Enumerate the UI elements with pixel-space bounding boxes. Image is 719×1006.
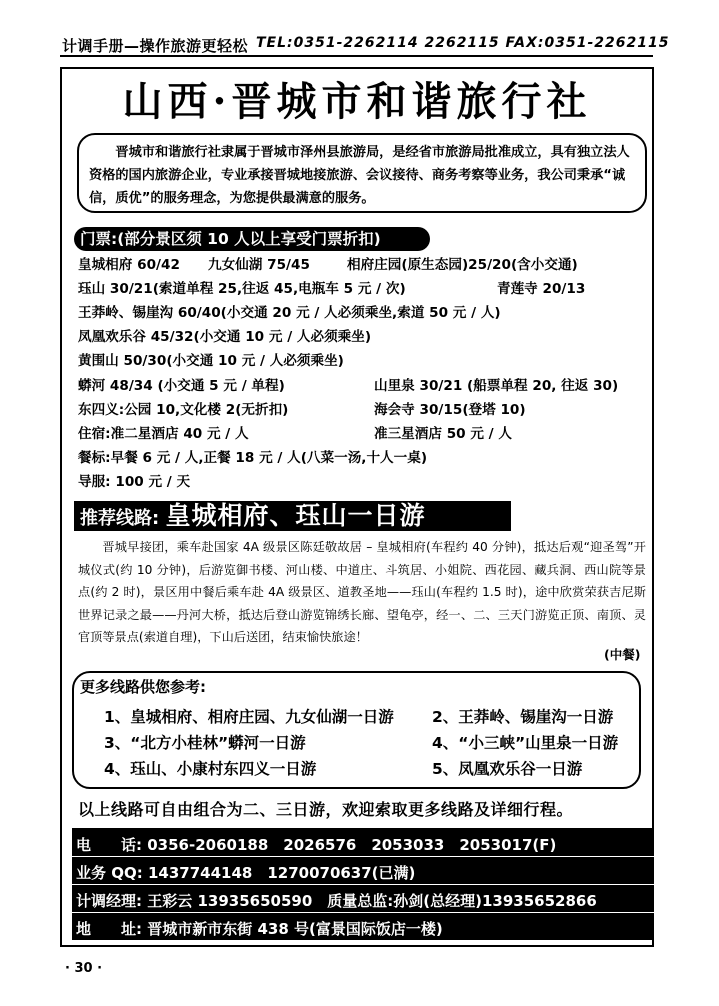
page-number: · 30 · — [65, 961, 103, 976]
intro-text: 晋城市和谐旅行社隶属于晋城市泽州县旅游局，是经省市旅游局批准成立，具有独立法人资格的国内旅游企业，专业承接晋城地接旅游、会议接待、商务考察等业务，我公司秉承“诚信，质优”的服务理念，为您提供最满意的服务。 — [89, 145, 630, 206]
page-title: 山西·晋城市和谐旅行社 — [122, 78, 592, 125]
contact-qq: 业务 QQ: 1437744148 1270070637(已满) — [76, 864, 416, 882]
ticket-jueshan: 珏山 30/21(索道单程 25,往返 45,电瓶车 5 元 / 次) — [78, 281, 406, 297]
ticket-huangcheng: 皇城相府 60/42 — [78, 257, 180, 273]
ticket-manghe: 蟒河 48/34 (小交通 5 元 / 单程) — [78, 378, 285, 394]
recommended-route-heading — [74, 501, 511, 531]
more-route-item: 4、“小三峡”山里泉一日游 — [432, 734, 619, 752]
more-route-item: 2、王莽岭、锡崖沟一日游 — [432, 708, 614, 726]
ticket-jiunv: 九女仙湖 75/45 — [208, 257, 310, 273]
more-route-item: 5、凤凰欢乐谷一日游 — [432, 760, 583, 778]
intro-box — [77, 133, 647, 213]
contact-phone: 电 话: 0356-2060188 2026576 2053033 2053017(F) — [76, 836, 557, 854]
ticket-qinglian: 青莲寺 20/13 — [497, 281, 586, 297]
more-route-item: 4、珏山、小康村东四义一日游 — [104, 760, 317, 778]
more-routes-title: 更多线路供您参考: — [80, 678, 206, 696]
lodging-2star: 住宿:准二星酒店 40 元 / 人 — [78, 426, 249, 442]
contact-manager: 计调经理: 王彩云 13935650590 质量总监:孙剑(总经理)13935652866 — [76, 892, 597, 910]
meal-standard: 餐标:早餐 6 元 / 人,正餐 18 元 / 人(八菜一汤,十人一桌) — [78, 450, 428, 466]
ticket-fenghuang: 凤凰欢乐谷 45/32(小交通 10 元 / 人必须乘坐) — [78, 329, 372, 345]
ticket-huangwei: 黄围山 50/30(小交通 10 元 / 人必须乘坐) — [78, 353, 344, 369]
header-contact: TEL:0351-2262114 2262115 FAX:0351-2262115 — [256, 35, 670, 51]
route-name: 皇城相府、珏山一日游 — [165, 501, 426, 530]
ticket-dongsiyi: 东四义:公园 10,文化楼 2(无折扣) — [78, 402, 289, 418]
contact-divider — [72, 912, 654, 913]
ticket-haihui: 海会寺 30/15(登塔 10) — [374, 402, 526, 418]
route-text: 晋城早接团，乘车赴国家 4A 级景区陈廷敬故居 – 皇城相府(车程约 40 分钟)，抵达后观“迎圣驾”开城仪式(约 10 分钟)，后游览御书楼、河山楼、中道庄、斗筑居、小姐院、西花园、藏兵洞、西山院等景点(约 2 时)，景区用中餐后乘车赴 4A 级景区、道教圣地——珏山(车程约 1.5 时)，途中欣赏荣获吉尼斯世界记录之最——丹河大桥，抵达后登山游览锦绣长廊、望龟亭，经一、二、三天门游览正顶、南顶、灵官顶等景点(索道自理)，下山后送团，结束愉快旅途！ — [78, 540, 646, 644]
contact-divider — [72, 884, 654, 885]
contact-block — [72, 828, 654, 940]
meal-note: (中餐) — [604, 647, 641, 662]
contact-divider — [72, 856, 654, 857]
ticket-wangmang: 王莽岭、锡崖沟 60/40(小交通 20 元 / 人必须乘坐,索道 50 元 / 人) — [78, 305, 501, 321]
ticket-xiangfu: 相府庄园(原生态园)25/20(含小交通) — [347, 257, 578, 273]
header-rule — [60, 55, 653, 57]
ticket-shanliquan: 山里泉 30/21 (船票单程 20, 往返 30) — [374, 378, 619, 394]
more-route-item: 3、“北方小桂林”蟒河一日游 — [104, 734, 306, 752]
combine-note: 以上线路可自由组合为二、三日游，欢迎索取更多线路及详细行程。 — [78, 800, 574, 819]
guide-fee: 导服: 100 元 / 天 — [78, 474, 191, 490]
contact-address: 地 址: 晋城市新市东街 438 号(富景国际饭店一楼) — [76, 920, 443, 938]
tickets-heading: 门票:(部分景区须 10 人以上享受门票折扣) — [74, 227, 430, 251]
header-manual-title: 计调手册—操作旅游更轻松 — [62, 37, 249, 55]
route-label: 推荐线路: — [80, 508, 160, 529]
lodging-3star: 准三星酒店 50 元 / 人 — [374, 426, 512, 442]
route-description — [78, 536, 646, 649]
more-route-item: 1、皇城相府、相府庄园、九女仙湖一日游 — [104, 708, 394, 726]
